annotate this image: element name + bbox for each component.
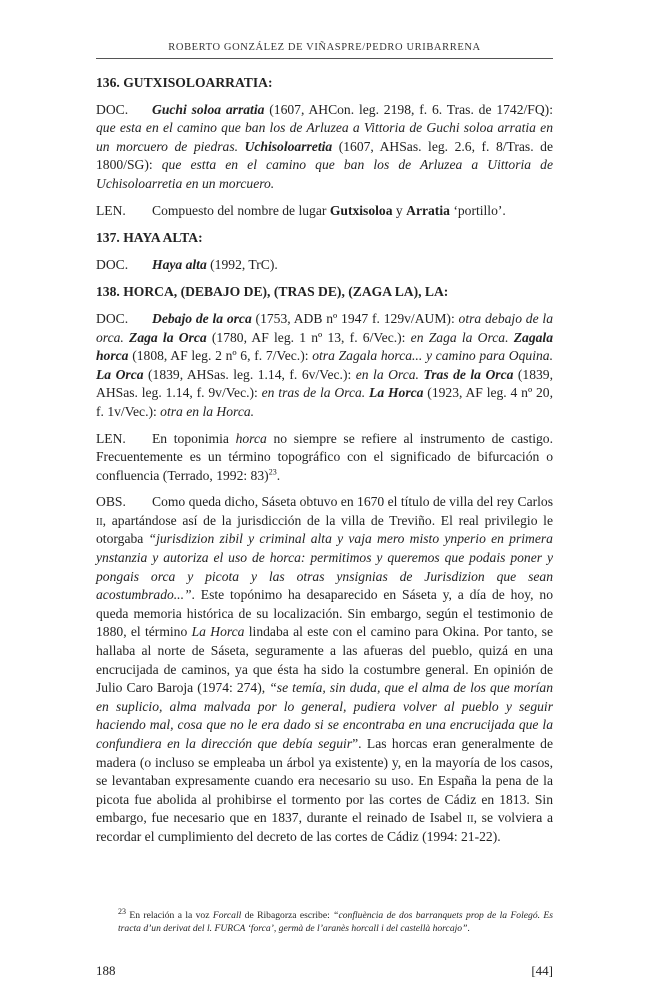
running-head: ROBERTO GONZÁLEZ DE VIÑASPRE/PEDRO URIBARRENA [168,42,481,53]
place-form: Zagala horca [96,329,553,364]
regnal-numeral: ii [466,810,474,826]
quote: que estta en el camino que ban los de Arluzea a Uittoria de Uchisoloarretia en un morcuero. [96,157,554,191]
main-text [96,74,553,856]
citation: (1607, AHCon. leg. 2198, f. 6. Tras. de 1742/FQ): [264,101,553,117]
quote: “confluència de dos barranquets prop de la Folegó. Es tracta d’un derivat del l. FURCA ‘forca’, germà de l’aranès horcall i del castellà horcajo” [118,910,553,934]
header-rule [96,58,553,59]
quote: “se temía, sin duda, que el alma de los que morían en suplicio, alma malvada por lo general, pudiera volver al pueblo y seguir haciendo mal, cosa que no le era dado si se encontraba en una encrucijada que la confundiera en la dirección que debía seguir [96,680,553,751]
citation: (1923, AF leg. 4 nº 20, f. 1v/Vec.): [96,385,553,419]
citation: (1808, AF leg. 2 nº 6, f. 7/Vec.): [128,348,313,364]
footnote-text: $^{23}$ En relación a la voz Forcall de Ribagorza escribe: “confluència de dos barranquets prop de la Folegó. Es tracta d’un derivat del l. FURCA ‘forca’, germà de l’aranès horcall i del castellà horcajo”. [118,906,553,934]
quote: otra en la Horca. [160,403,255,419]
entry-136 [96,74,553,220]
regnal-numeral: ii [96,512,103,528]
place-form: Uchisoloarretia [244,138,333,154]
quote: en Zaga la Orca. [410,329,509,345]
citation: (1839, AHSas. leg. 1.14, f. 9v/Vec.): [96,366,553,401]
citation: (1992, TrC). [206,256,278,272]
footnote [96,906,553,935]
quote: otra Zagala horca... y camino para Oquina. [312,348,553,364]
quote: que esta en el camino que ban los de Arluzea a Vittoria de Guchi soloa arratia en un morcuero de piedras. [96,120,553,154]
len-paragraph: LEN. En toponimia horca no siempre se refiere al instrumento de castigo. Frecuentemente es un término topográfico con el significado de bifurcación o confluencia (Terrado, 1992: 83)$^{23}$. [96,430,553,483]
citation: (1753, ADB nº 1947 f. 129v/AUM): [251,310,459,326]
len-paragraph: LEN. Compuesto del nombre de lugar Gutxisoloa y Arratia ‘portillo’. [96,202,553,221]
entry-138 [96,283,553,846]
place-form: La Orca [96,366,144,382]
place-form: Tras de la Orca [423,366,514,382]
quote: “jurisdizion zibil y criminal alta y vaja mero misto ynperio en primera ynstanzia y autoriza el uso de horca: permitimos y queremos que podais poner y pongais orca y picota y las otras ynsignias de Jurisdizion que sean acostumbrado...” [96,531,553,603]
place-form: Zaga la Orca [129,329,207,345]
citation: (1607, AHSas. leg. 2.6, f. 8/Tras. de 1800/SG): [96,138,553,173]
citation: (1839, AHSas. leg. 1.14, f. 6v/Vec.): [143,366,356,382]
footnote-ref[interactable]: 23 [268,467,277,477]
obs-paragraph: OBS. Como queda dicho, Sáseta obtuvo en 1670 el título de villa del rey Carlos ii, apartándose así de la jurisdicción de la villa de Treviño. El real privilegio le otorgaba “jurisdizion zibil y criminal alta y vaja mero misto ynperio en primera ynstanzia y autoriza el uso de horca: permitimos y queremos que podais poner y pongais orca y picota y las otras ynsignias de Jurisdizion que sean acostumbrado...”. Este topónimo ha desaparecido en Sáseta y, a día de hoy, no queda memoria histórica de su localización. Sin embargo, según el testimonio de 1880, el término La Horca lindaba al este con el camino para Okina. Por tanto, se hallaba al norte de Sáseta, seguramente a las afueras del pueblo, quizá en una encrucijada de caminos, ya que ésta ha sido la costumbre general. En opinión de Julio Caro Baroja (1974: 274), “se temía, sin duda, que el alma de los que morían en suplicio, alma malvada por lo general, pudiera volver al pueblo y seguir haciendo mal, cosa que no le era dado si se encontraba en una encrucijada que la confundiera en la dirección que debía seguir”. Las horcas eran generalmente de madera (o incluso se empleaba un árbol ya existente) y, en la mayoría de los casos, se levantaban expresamente cuando era necesario su uso. En España la pena de la picota fue abolida al prohibirse el tormento por las cortes de Cádiz en 1813. Sin embargo, fue necesario que en 1837, durante el reinado de Isabel ii, se volviera a recordar el cumplimiento del decreto de las cortes de Cádiz (1994: 21-22). [96,494,553,844]
footnote-number: 23 [118,906,126,916]
section-number: [44] [531,963,553,978]
entry-title: 136. GUTXISOLOARRATIA: [96,75,273,90]
doc-paragraph [96,310,553,422]
place-name: Arratia [406,202,450,218]
entry-title: 137. HAYA ALTA: [96,230,203,246]
term: La Horca [191,624,245,640]
doc-paragraph [96,256,553,275]
place-name: Gutxisoloa [329,202,393,218]
term: horca [235,430,267,446]
quote: otra debajo de la orca. [96,310,553,345]
place-form: Guchi soloa arratia [152,101,265,117]
doc-label: DOC. [96,256,129,272]
term: Forcall [212,910,242,921]
obs-label: OBS. [96,494,126,510]
place-form: Debajo de la orca [152,310,252,326]
doc-label: DOC. [96,101,129,117]
quote: en la Orca. [355,366,419,382]
quote: en tras de la Orca. [261,385,366,401]
entry-title: 138. HORCA, (DEBAJO DE), (TRAS DE), (ZAGA LA), LA: [96,284,449,300]
place-form: La Horca [369,385,424,401]
len-label: LEN. [96,430,126,446]
doc-paragraph [96,101,553,194]
entry-137 [96,229,553,274]
citation: (1780, AF leg. 1 nº 13, f. 6/Vec.): [206,329,411,345]
len-label: LEN. [96,202,126,218]
place-form: Haya alta [152,256,207,272]
doc-label: DOC. [96,310,129,326]
page-number: 188 [96,963,116,978]
